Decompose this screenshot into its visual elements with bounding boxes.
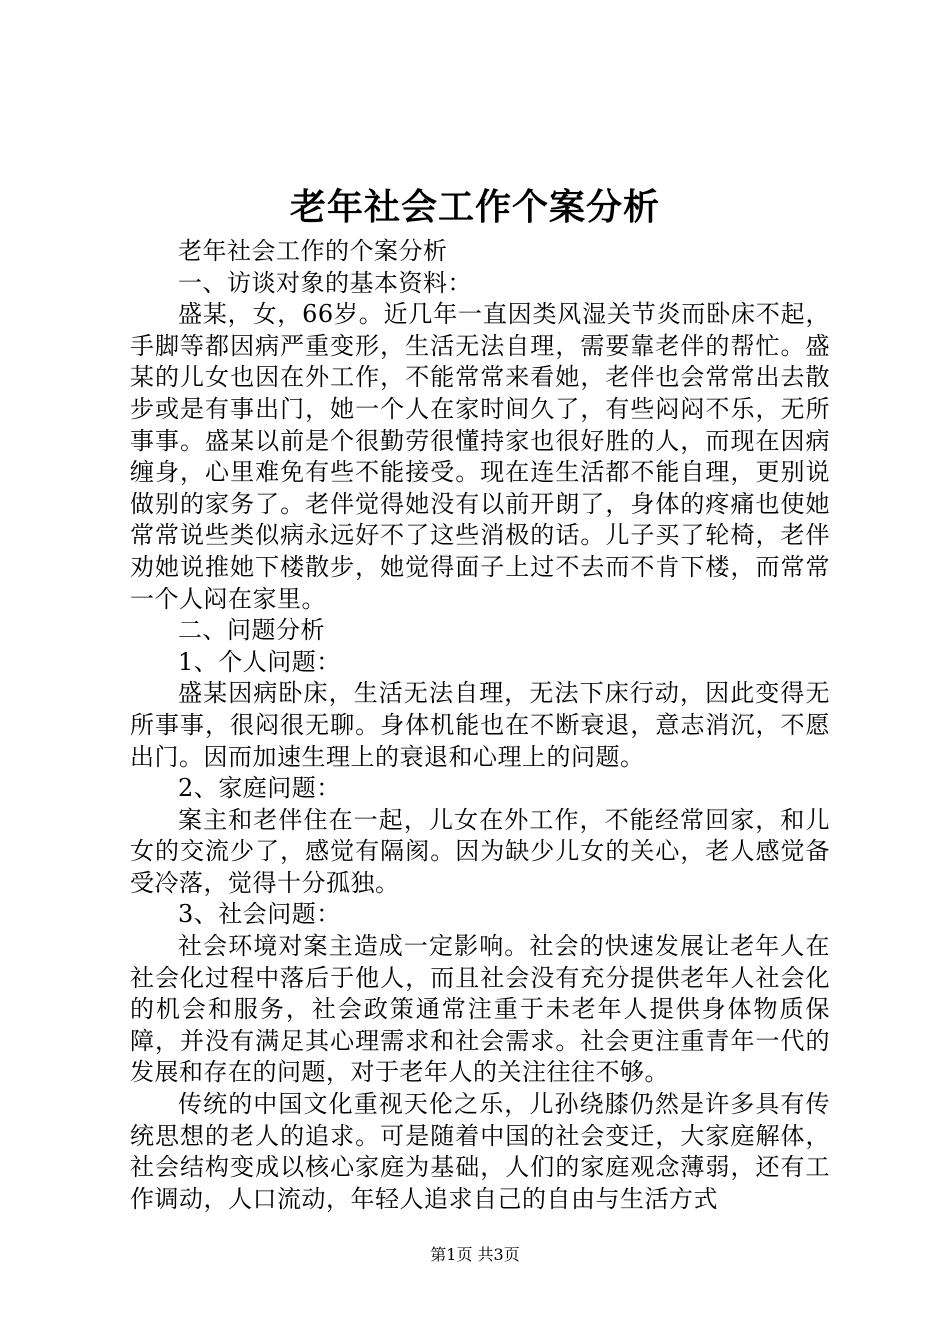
paragraph-subtitle: 老年社会工作的个案分析	[178, 237, 448, 265]
paragraph-basic-info: 盛某，女，66岁。近几年一直因类风湿关节炎而卧床不起，手脚等都因病严重变形，生活无法自理，需要靠老伴的帮忙。盛某的儿女也因在外工作，不能常常来看她，老伴也会常常出去散步或是有事出门，她一个人在家时间久了，有些闷闷不乐，无所事事。盛某以前是个很勤劳很懂持家也很好胜的人，而现在因病缠身，心里难免有些不能接受。现在连生活都不能自理，更别说做别的家务了。老伴觉得她没有以前开朗了，身体的疼痛也使她常常说些类似病永远好不了这些消极的话。儿子买了轮椅，老伴劝她说推她下楼散步，她觉得面子上过不去而不肯下楼，而常常一个人闷在家里。	[130, 300, 830, 613]
paragraph-family: 案主和老伴住在一起，儿女在外工作，不能经常回家，和儿女的交流少了，感觉有隔阂。因为缺少儿女的关心，老人感觉备受冷落，觉得十分孤独。	[130, 805, 830, 897]
paragraph-social: 社会环境对案主造成一定影响。社会的快速发展让老年人在社会化过程中落后于他人，而且社会没有充分提供老年人社会化的机会和服务，社会政策通常注重于未老年人提供身体物质保障，并没有满足其心理需求和社会需求。社会更注重青年一代的发展和存在的问题，对于老年人的关注往往不够。	[130, 932, 830, 1087]
paragraph-tradition: 传统的中国文化重视天伦之乐，儿孙绕膝仍然是许多具有传统思想的老人的追求。可是随着中国的社会变迁，大家庭解体，社会结构变成以核心家庭为基础，人们的家庭观念薄弱，还有工作调动，人口流动，年轻人追求自己的自由与生活方式	[130, 1090, 830, 1213]
paragraph-heading-personal: 1、个人问题：	[178, 647, 341, 676]
document-title: 老年社会工作个案分析	[289, 187, 660, 228]
paragraph-heading-family: 2、家庭问题：	[178, 774, 341, 803]
document-body	[130, 236, 830, 1215]
paragraph-heading-basic-info: 一、访谈对象的基本资料：	[178, 268, 472, 297]
paragraph-heading-problem-analysis: 二、问题分析	[178, 616, 325, 645]
paragraph-heading-social: 3、社会问题：	[178, 900, 341, 929]
paragraph-personal: 盛某因病卧床，生活无法自理，无法下床行动，因此变得无所事事，很闷很无聊。身体机能也在不断衰退，意志消沉，不愿出门。因而加速生理上的衰退和心理上的问题。	[130, 679, 830, 771]
page-footer: 第1页 共3页	[430, 1245, 520, 1264]
